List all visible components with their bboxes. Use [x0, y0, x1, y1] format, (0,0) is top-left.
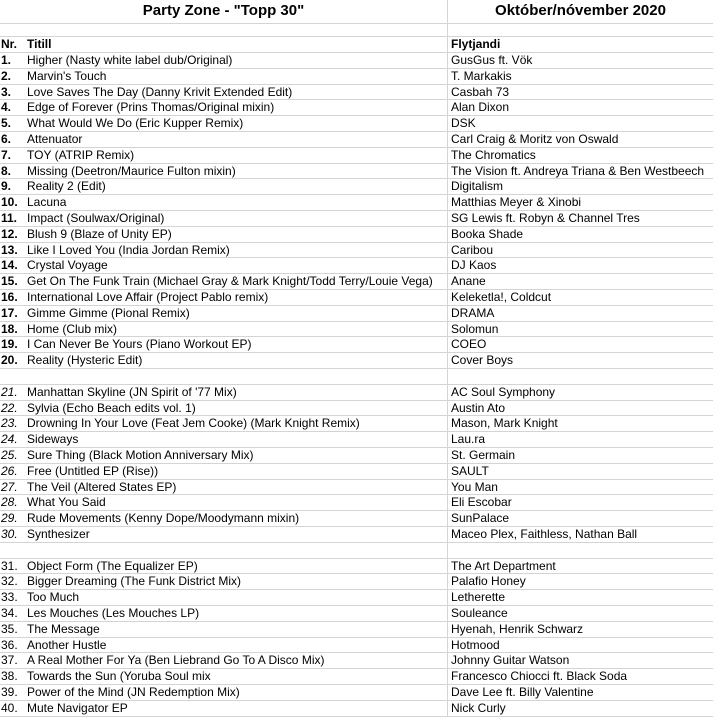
- title-cell: Home (Club mix): [25, 322, 448, 337]
- chart-row: [0, 69, 713, 85]
- title-cell: Gimme Gimme (Pional Remix): [25, 306, 448, 321]
- title-cell: Synthesizer: [25, 527, 448, 542]
- rank-cell: 30.: [1, 527, 18, 541]
- rank-cell: 26.: [1, 463, 18, 478]
- rank-cell: 1.: [1, 53, 12, 67]
- chart-row: [0, 353, 713, 369]
- chart-row: [0, 685, 713, 701]
- title-cell: The Message: [25, 622, 448, 637]
- artist-cell: Mason, Mark Knight: [451, 416, 558, 431]
- title-cell: Towards the Sun (Yoruba Soul mix: [25, 669, 448, 684]
- header-nr: Nr.: [1, 37, 18, 51]
- chart-row: [0, 653, 713, 669]
- title-cell: I Can Never Be Yours (Piano Workout EP): [25, 337, 448, 352]
- rank-cell: 5.: [1, 116, 12, 131]
- artist-cell: AC Soul Symphony: [451, 384, 556, 399]
- title-cell: Love Saves The Day (Danny Krivit Extended Edit): [25, 85, 448, 100]
- section-gap-row: [0, 543, 713, 559]
- rank-cell: 9.: [1, 179, 12, 194]
- chart-row: [0, 258, 713, 274]
- chart-row: [0, 401, 713, 417]
- chart-row: [0, 164, 713, 180]
- rank-cell: 32.: [1, 574, 18, 589]
- rank-cell: 23.: [1, 416, 18, 431]
- artist-cell: Austin Ato: [451, 400, 506, 415]
- rank-cell: 38.: [1, 669, 18, 684]
- title-cell: TOY (ATRIP Remix): [25, 148, 448, 163]
- artist-cell: Dave Lee ft. Billy Valentine: [451, 685, 594, 699]
- empty-cell: [25, 369, 448, 384]
- artist-cell: Keleketla!, Coldcut: [451, 290, 552, 304]
- artist-cell: GusGus ft. Vök: [451, 53, 533, 67]
- artist-cell: Nick Curly: [451, 700, 506, 715]
- chart-row: [0, 100, 713, 116]
- rank-cell: 28.: [1, 495, 18, 510]
- title-cell: Edge of Forever (Prins Thomas/Original mixin): [25, 100, 448, 115]
- rank-cell: 13.: [1, 242, 18, 257]
- artist-cell: Lau.ra: [451, 432, 486, 447]
- rank-cell: 29.: [1, 511, 18, 526]
- artist-cell: DRAMA: [451, 305, 495, 320]
- chart-row: [0, 432, 713, 448]
- title-cell: Reality 2 (Edit): [25, 179, 448, 194]
- chart-row: [0, 511, 713, 527]
- chart-row: [0, 148, 713, 164]
- chart-row: [0, 464, 713, 480]
- artist-cell: Anane: [451, 274, 486, 289]
- artist-cell: SunPalace: [451, 511, 510, 526]
- title-cell: Impact (Soulwax/Original): [25, 211, 448, 226]
- chart-row: [0, 669, 713, 685]
- title-cell: Les Mouches (Les Mouches LP): [25, 606, 448, 621]
- rank-cell: 14.: [1, 258, 18, 273]
- title-cell: What You Said: [25, 495, 448, 510]
- artist-cell: The Chromatics: [451, 147, 536, 162]
- rank-cell: 15.: [1, 274, 18, 289]
- artist-cell: COEO: [451, 337, 487, 352]
- title-cell: Higher (Nasty white label dub/Original): [25, 53, 448, 68]
- empty-cell: [25, 24, 448, 36]
- rank-cell: 39.: [1, 685, 18, 699]
- artist-cell: Alan Dixon: [451, 100, 510, 115]
- artist-cell: T. Markakis: [451, 68, 512, 83]
- title-cell: Drowning In Your Love (Feat Jem Cooke) (Mark Knight Remix): [25, 416, 448, 431]
- chart-row: [0, 53, 713, 69]
- title-cell: Attenuator: [25, 132, 448, 147]
- artist-cell: Hyenah, Henrik Schwarz: [451, 621, 584, 636]
- chart-row: [0, 179, 713, 195]
- title-cell: Like I Loved You (India Jordan Remix): [25, 243, 448, 258]
- chart-row: [0, 480, 713, 496]
- title-cell: Sylvia (Echo Beach edits vol. 1): [25, 401, 448, 416]
- rank-cell: 16.: [1, 290, 18, 304]
- chart-row: [0, 590, 713, 606]
- artist-cell: The Vision ft. Andreya Triana & Ben Westbeech: [451, 163, 705, 178]
- rank-cell: 24.: [1, 432, 18, 447]
- rank-cell: 27.: [1, 479, 18, 494]
- title-cell: Rude Movements (Kenny Dope/Moodymann mixin): [25, 511, 448, 526]
- rank-cell: 6.: [1, 132, 12, 146]
- artist-cell: DSK: [451, 116, 476, 131]
- artist-cell: Eli Escobar: [451, 495, 512, 510]
- artist-cell: Palafio Honey: [451, 574, 526, 589]
- artist-cell: Francesco Chiocci ft. Black Soda: [451, 669, 628, 684]
- artist-cell: The Art Department: [451, 558, 556, 573]
- chart-row: [0, 132, 713, 148]
- title-cell: Get On The Funk Train (Michael Gray & Mark Knight/Todd Terry/Louie Vega): [25, 274, 448, 289]
- title-cell: Reality (Hysteric Edit): [25, 353, 448, 368]
- artist-cell: Letherette: [451, 590, 506, 605]
- chart-row: [0, 195, 713, 211]
- title-cell: Object Form (The Equalizer EP): [25, 559, 448, 574]
- rank-cell: 7.: [1, 147, 12, 162]
- rank-cell: 21.: [1, 384, 18, 399]
- title-cell: Lacuna: [25, 195, 448, 210]
- title-cell: Marvin's Touch: [25, 69, 448, 84]
- chart-row: [0, 85, 713, 101]
- title-cell: Too Much: [25, 590, 448, 605]
- title-cell: Manhattan Skyline (JN Spirit of '77 Mix): [25, 385, 448, 400]
- rank-cell: 40.: [1, 700, 18, 715]
- rank-cell: 17.: [1, 305, 18, 320]
- chart-row: [0, 211, 713, 227]
- rank-cell: 37.: [1, 653, 18, 668]
- rank-cell: 31.: [1, 558, 18, 573]
- rank-cell: 12.: [1, 226, 18, 241]
- chart-row: [0, 227, 713, 243]
- title-cell: The Veil (Altered States EP): [25, 480, 448, 495]
- artist-cell: Matthias Meyer & Xinobi: [451, 195, 582, 210]
- artist-cell: DJ Kaos: [451, 258, 497, 273]
- chart-row: [0, 495, 713, 511]
- chart-row: [0, 527, 713, 543]
- chart-row: [0, 290, 713, 306]
- title-cell: International Love Affair (Project Pablo remix): [25, 290, 448, 305]
- artist-cell: Booka Shade: [451, 226, 524, 241]
- chart-row: [0, 416, 713, 432]
- chart-row: [0, 385, 713, 401]
- rank-cell: 19.: [1, 337, 18, 352]
- rank-cell: 36.: [1, 637, 18, 652]
- title-cell: Crystal Voyage: [25, 258, 448, 273]
- artist-cell: SG Lewis ft. Robyn & Channel Tres: [451, 211, 640, 225]
- artist-cell: SAULT: [451, 463, 489, 478]
- title-cell: Another Hustle: [25, 638, 448, 653]
- rank-cell: 20.: [1, 353, 18, 368]
- title-cell: Sure Thing (Black Motion Anniversary Mix): [25, 448, 448, 463]
- title-cell: Mute Navigator EP: [25, 701, 448, 716]
- chart-row: [0, 638, 713, 654]
- artist-cell: Casbah 73: [451, 84, 510, 99]
- rank-cell: 10.: [1, 195, 18, 210]
- title-cell: Bigger Dreaming (The Funk District Mix): [25, 574, 448, 589]
- chart-row: [0, 322, 713, 338]
- rank-cell: 25.: [1, 448, 18, 462]
- rank-cell: 18.: [1, 321, 18, 336]
- chart-row: [0, 448, 713, 464]
- artist-cell: Carl Craig & Moritz von Oswald: [451, 132, 619, 146]
- chart-period: Október/nóvember 2020: [495, 2, 666, 19]
- rank-cell: 35.: [1, 621, 18, 636]
- artist-cell: Digitalism: [451, 179, 504, 194]
- title-cell: Power of the Mind (JN Redemption Mix): [25, 685, 448, 700]
- artist-cell: Hotmood: [451, 637, 500, 652]
- chart-row: [0, 116, 713, 132]
- artist-cell: You Man: [451, 479, 498, 494]
- empty-cell: [25, 543, 448, 558]
- rank-cell: 33.: [1, 590, 18, 605]
- artist-cell: Maceo Plex, Faithless, Nathan Ball: [451, 527, 638, 541]
- chart-row: [0, 306, 713, 322]
- column-header-row: [0, 37, 713, 53]
- artist-cell: Johnny Guitar Watson: [451, 653, 570, 668]
- header-title: Titill: [25, 37, 448, 52]
- title-cell: A Real Mother For Ya (Ben Liebrand Go To A Disco Mix): [25, 653, 448, 668]
- rank-cell: 34.: [1, 606, 18, 620]
- title-cell: Blush 9 (Blaze of Unity EP): [25, 227, 448, 242]
- header-artist: Flytjandi: [451, 37, 501, 51]
- title-cell: Free (Untitled EP (Rise)): [25, 464, 448, 479]
- section-gap-row: [0, 369, 713, 385]
- rank-cell: 3.: [1, 84, 12, 99]
- rank-cell: 11.: [1, 211, 18, 225]
- title-cell: Sideways: [25, 432, 448, 447]
- title-cell: What Would We Do (Eric Kupper Remix): [25, 116, 448, 131]
- artist-cell: St. Germain: [451, 448, 516, 462]
- chart-row: [0, 337, 713, 353]
- empty-row: [0, 24, 713, 37]
- chart-row: [0, 243, 713, 259]
- rank-cell: 8.: [1, 163, 12, 178]
- chart-row: [0, 701, 713, 717]
- artist-cell: Solomun: [451, 321, 499, 336]
- chart-row: [0, 574, 713, 590]
- sheet-title-row: [0, 0, 713, 24]
- chart-title: Party Zone - "Topp 30": [0, 0, 448, 23]
- artist-cell: Cover Boys: [451, 353, 514, 368]
- title-cell: Missing (Deetron/Maurice Fulton mixin): [25, 164, 448, 179]
- artist-cell: Souleance: [451, 606, 508, 620]
- chart-row: [0, 606, 713, 622]
- chart-row: [0, 622, 713, 638]
- rank-cell: 4.: [1, 100, 12, 115]
- chart-row: [0, 559, 713, 575]
- artist-cell: Caribou: [451, 242, 494, 257]
- rank-cell: 2.: [1, 68, 12, 83]
- rank-cell: 22.: [1, 400, 18, 415]
- chart-row: [0, 274, 713, 290]
